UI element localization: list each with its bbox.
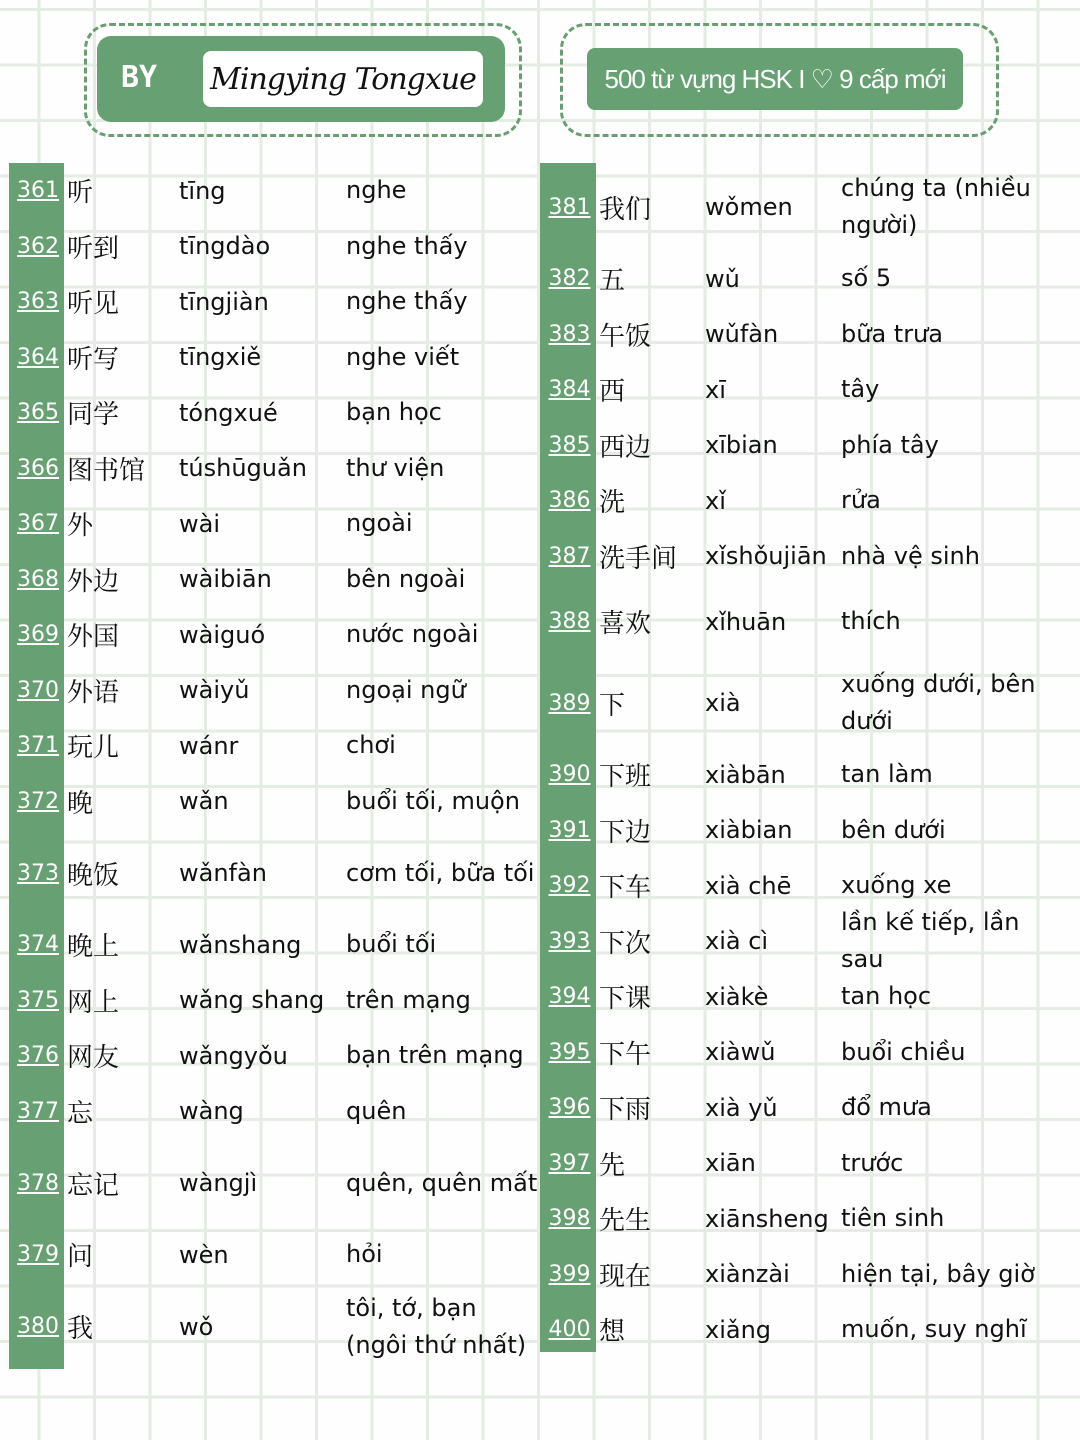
vocab-pinyin: wǎnfàn — [179, 859, 267, 887]
vocab-meaning: muốn, suy nghĩ — [841, 1315, 1027, 1344]
vocab-number: 400 — [548, 1317, 591, 1343]
vocab-number: 374 — [17, 932, 59, 958]
vocab-table-left — [9, 163, 539, 1371]
vocab-pinyin: wàiyǔ — [179, 676, 250, 705]
vocab-hanzi: 听到 — [67, 233, 120, 264]
vocab-row — [9, 774, 539, 830]
vocab-hanzi: 下雨 — [599, 1095, 652, 1126]
vocab-number: 380 — [17, 1314, 59, 1339]
vocab-number: 391 — [548, 817, 591, 843]
vocab-row — [540, 969, 1060, 1025]
vocab-pinyin: tīngjiàn — [179, 287, 269, 316]
vocab-number: 376 — [17, 1043, 59, 1069]
vocab-pinyin: xībian — [705, 431, 778, 460]
vocab-meaning: bữa trưa — [841, 319, 943, 348]
vocab-meaning: buổi tối — [346, 930, 437, 959]
vocab-row — [9, 917, 539, 973]
vocab-hanzi: 忘记 — [67, 1170, 120, 1201]
vocab-row — [9, 1139, 539, 1227]
vocab-pinyin: xiàwǔ — [705, 1038, 776, 1067]
vocab-meaning: hiện tại, bây giờ — [841, 1259, 1035, 1288]
vocab-pinyin: wǎn — [179, 787, 229, 816]
vocab-row — [540, 307, 1060, 363]
vocab-row — [540, 908, 1060, 974]
vocab-hanzi: 西边 — [599, 432, 652, 463]
vocab-row — [540, 418, 1060, 474]
vocab-hanzi: 听 — [67, 178, 94, 209]
vocab-hanzi: 我 — [67, 1314, 94, 1344]
vocab-row — [9, 1283, 539, 1371]
vocab-row — [540, 251, 1060, 307]
vocab-pinyin: xiànzài — [705, 1260, 790, 1289]
vocab-row — [9, 1028, 539, 1084]
vocab-pinyin: xià yǔ — [705, 1093, 778, 1122]
vocab-meaning: chơi — [346, 731, 396, 760]
vocab-meaning: xuống xe — [841, 871, 952, 900]
vocab-row — [9, 330, 539, 386]
vocab-meaning: trước — [841, 1148, 904, 1177]
vocab-hanzi: 听写 — [67, 344, 120, 375]
vocab-number: 361 — [17, 178, 59, 204]
vocab-number: 395 — [548, 1039, 591, 1065]
vocab-row — [540, 1080, 1060, 1136]
vocab-number: 398 — [548, 1206, 591, 1232]
vocab-number: 363 — [17, 289, 59, 315]
vocab-meaning: tiên sinh — [841, 1204, 945, 1233]
vocab-meaning: số 5 — [841, 264, 892, 293]
vocab-hanzi: 我们 — [599, 194, 652, 225]
vocab-number: 389 — [548, 690, 591, 716]
vocab-row — [9, 718, 539, 774]
vocab-hanzi: 想 — [599, 1317, 626, 1348]
vocab-row — [9, 385, 539, 441]
vocab-number: 377 — [17, 1098, 59, 1124]
vocab-hanzi: 先 — [599, 1150, 626, 1181]
vocab-number: 393 — [548, 928, 591, 954]
vocab-hanzi: 午饭 — [599, 321, 652, 352]
vocab-number: 394 — [548, 984, 591, 1010]
vocab-hanzi: 喜欢 — [599, 609, 652, 639]
vocab-pinyin: xiānsheng — [705, 1204, 829, 1233]
vocab-hanzi: 下 — [599, 690, 626, 721]
vocab-hanzi: 下次 — [599, 928, 652, 959]
vocab-hanzi: 外语 — [67, 677, 120, 708]
vocab-pinyin: wǒmen — [705, 193, 793, 221]
vocab-row — [9, 973, 539, 1029]
page-title: 500 từ vựng HSK I ♡ 9 cấp mới — [587, 48, 963, 110]
vocab-number: 390 — [548, 762, 591, 788]
vocab-pinyin: wài — [179, 509, 221, 538]
vocab-row — [540, 1025, 1060, 1081]
vocab-pinyin: xiān — [705, 1149, 756, 1178]
vocab-pinyin: xiǎng — [705, 1315, 772, 1344]
vocab-row — [540, 473, 1060, 529]
vocab-pinyin: túshūguǎn — [179, 454, 307, 483]
vocab-number: 372 — [17, 788, 59, 814]
vocab-meaning: tan làm — [841, 760, 933, 789]
vocab-pinyin: wǔ — [705, 264, 740, 293]
vocab-pinyin: xiàkè — [705, 982, 769, 1011]
vocab-pinyin: wǎng shang — [179, 986, 325, 1015]
vocab-number: 368 — [17, 566, 59, 592]
vocab-pinyin: wǎnshang — [179, 930, 302, 959]
vocab-hanzi: 忘 — [67, 1098, 94, 1129]
vocab-row — [540, 659, 1060, 747]
vocab-pinyin: xǐshǒujiān — [705, 542, 827, 571]
vocab-hanzi: 下边 — [599, 817, 652, 848]
vocab-pinyin: wàibiān — [179, 565, 272, 594]
vocab-pinyin: wánr — [179, 731, 239, 760]
vocab-hanzi: 西 — [599, 377, 626, 408]
vocab-hanzi: 同学 — [67, 400, 120, 431]
vocab-row — [9, 1227, 539, 1283]
vocab-row — [9, 1084, 539, 1140]
vocab-meaning: trên mạng — [346, 985, 471, 1014]
vocab-meaning: quên — [346, 1096, 407, 1125]
vocab-number: 370 — [17, 677, 59, 703]
vocab-meaning: bạn trên mạng — [346, 1041, 524, 1070]
vocab-meaning: nghe — [346, 176, 407, 205]
vocab-pinyin: tóngxué — [179, 398, 278, 427]
vocab-hanzi: 洗 — [599, 488, 626, 519]
vocab-number: 373 — [17, 860, 59, 886]
vocab-meaning: tan học — [841, 982, 932, 1011]
vocab-number: 379 — [17, 1242, 59, 1268]
vocab-pinyin: tīngxiě — [179, 343, 262, 372]
vocab-number: 382 — [548, 266, 591, 292]
vocab-number: 383 — [548, 321, 591, 347]
vocab-row — [9, 441, 539, 497]
vocab-table-right — [540, 163, 1060, 1358]
vocab-pinyin: tīng — [179, 176, 226, 205]
vocab-pinyin: wàngjì — [179, 1169, 258, 1197]
vocab-meaning: nghe viết — [346, 342, 460, 371]
vocab-hanzi: 问 — [67, 1242, 94, 1273]
vocab-row — [540, 362, 1060, 418]
vocab-hanzi: 外 — [67, 511, 94, 542]
vocab-meaning: buổi chiều — [841, 1037, 966, 1066]
vocab-meaning: tôi, tớ, bạn (ngôi thứ nhất) — [346, 1293, 527, 1359]
vocab-hanzi: 先生 — [599, 1206, 652, 1237]
vocab-row — [9, 219, 539, 275]
vocab-pinyin: wǔfàn — [705, 320, 779, 349]
vocab-row — [9, 552, 539, 608]
vocab-hanzi: 洗手间 — [599, 543, 678, 574]
vocab-number: 375 — [17, 987, 59, 1013]
vocab-hanzi: 五 — [599, 266, 626, 297]
vocab-hanzi: 下午 — [599, 1039, 652, 1070]
vocab-row — [540, 747, 1060, 803]
vocab-meaning: rửa — [841, 486, 881, 515]
vocab-pinyin: wǒ — [179, 1312, 214, 1341]
vocab-number: 388 — [548, 609, 591, 634]
vocab-pinyin: xiàbān — [705, 760, 786, 789]
vocab-row — [540, 1191, 1060, 1247]
vocab-pinyin: xià cì — [705, 927, 769, 956]
vocab-meaning: bạn học — [346, 398, 442, 427]
vocab-pinyin: wàng — [179, 1097, 244, 1126]
vocab-meaning: xuống dưới, bên dưới — [841, 670, 1036, 735]
vocab-hanzi: 玩儿 — [67, 733, 120, 764]
vocab-hanzi: 现在 — [599, 1261, 652, 1292]
vocab-pinyin: xǐ — [705, 486, 726, 515]
vocab-row — [540, 803, 1060, 859]
vocab-meaning: bên ngoài — [346, 564, 466, 593]
vocab-row — [9, 829, 539, 917]
vocab-row — [540, 529, 1060, 585]
vocab-meaning: buổi tối, muộn — [346, 786, 520, 815]
vocab-hanzi: 听见 — [67, 289, 120, 320]
vocab-number: 381 — [548, 194, 591, 220]
vocab-number: 378 — [17, 1170, 59, 1196]
vocab-hanzi: 晚饭 — [67, 860, 120, 891]
vocab-hanzi: 外国 — [67, 622, 120, 653]
vocab-meaning: tây — [841, 375, 880, 404]
vocab-row — [9, 607, 539, 663]
vocab-number: 396 — [548, 1095, 591, 1121]
vocab-hanzi: 外边 — [67, 566, 120, 597]
vocab-number: 399 — [548, 1261, 591, 1287]
vocab-meaning: thư viện — [346, 453, 445, 482]
vocab-pinyin: wàiguó — [179, 620, 266, 649]
by-label: BY — [121, 60, 158, 95]
author-badge — [97, 36, 505, 122]
vocab-meaning: ngoài — [346, 509, 413, 538]
vocab-row — [9, 496, 539, 552]
vocab-number: 386 — [548, 488, 591, 514]
vocab-row — [540, 584, 1060, 659]
vocab-number: 367 — [17, 511, 59, 537]
author-signature: Mingying Tongxue — [203, 51, 483, 107]
vocab-number: 365 — [17, 400, 59, 426]
vocab-pinyin: xià — [705, 689, 741, 717]
vocab-number: 385 — [548, 432, 591, 458]
vocab-number: 397 — [548, 1150, 591, 1176]
vocab-meaning: bên dưới — [841, 815, 946, 844]
vocab-meaning: đổ mưa — [841, 1093, 932, 1122]
vocab-meaning: nhà vệ sinh — [841, 541, 980, 570]
vocab-pinyin: xǐhuān — [705, 607, 787, 636]
vocab-meaning: nước ngoài — [346, 620, 479, 649]
vocab-pinyin: xī — [705, 375, 726, 404]
vocab-pinyin: tīngdào — [179, 232, 271, 261]
vocab-hanzi: 网友 — [67, 1043, 120, 1074]
vocab-number: 366 — [17, 455, 59, 481]
vocab-number: 384 — [548, 377, 591, 403]
vocab-pinyin: xiàbian — [705, 816, 793, 845]
vocab-number: 362 — [17, 233, 59, 259]
vocab-number: 392 — [548, 873, 591, 899]
vocab-meaning: ngoại ngữ — [346, 675, 466, 704]
vocab-hanzi: 晚上 — [67, 932, 120, 963]
vocab-hanzi: 图书馆 — [67, 455, 146, 486]
vocab-meaning: cơm tối, bữa tối — [346, 858, 535, 887]
vocab-row — [540, 1302, 1060, 1358]
vocab-meaning: lần kế tiếp, lần sau — [841, 908, 1020, 974]
vocab-hanzi: 晚 — [67, 788, 94, 819]
vocab-meaning: hỏi — [346, 1240, 383, 1269]
vocab-hanzi: 下课 — [599, 984, 652, 1015]
vocab-meaning: nghe thấy — [346, 287, 468, 316]
vocab-row — [540, 1247, 1060, 1303]
vocab-meaning: nghe thấy — [346, 231, 468, 260]
vocab-row — [9, 274, 539, 330]
vocab-meaning: chúng ta (nhiều người) — [841, 174, 1031, 239]
vocab-pinyin: wǎngyǒu — [179, 1041, 288, 1070]
vocab-row — [9, 163, 539, 219]
vocab-meaning: thích — [841, 607, 901, 635]
vocab-row — [540, 1136, 1060, 1192]
vocab-meaning: phía tây — [841, 430, 939, 459]
vocab-pinyin: xià chē — [705, 871, 792, 900]
vocab-hanzi: 网上 — [67, 987, 120, 1018]
vocab-hanzi: 下车 — [599, 873, 652, 904]
vocab-row — [540, 163, 1060, 251]
vocab-pinyin: wèn — [179, 1240, 229, 1269]
vocab-hanzi: 下班 — [599, 762, 652, 793]
vocab-row — [9, 663, 539, 719]
vocab-number: 369 — [17, 622, 59, 648]
vocab-number: 364 — [17, 344, 59, 370]
vocab-number: 371 — [17, 733, 59, 759]
vocab-number: 387 — [548, 543, 591, 569]
vocab-meaning: quên, quên mất — [346, 1168, 538, 1197]
